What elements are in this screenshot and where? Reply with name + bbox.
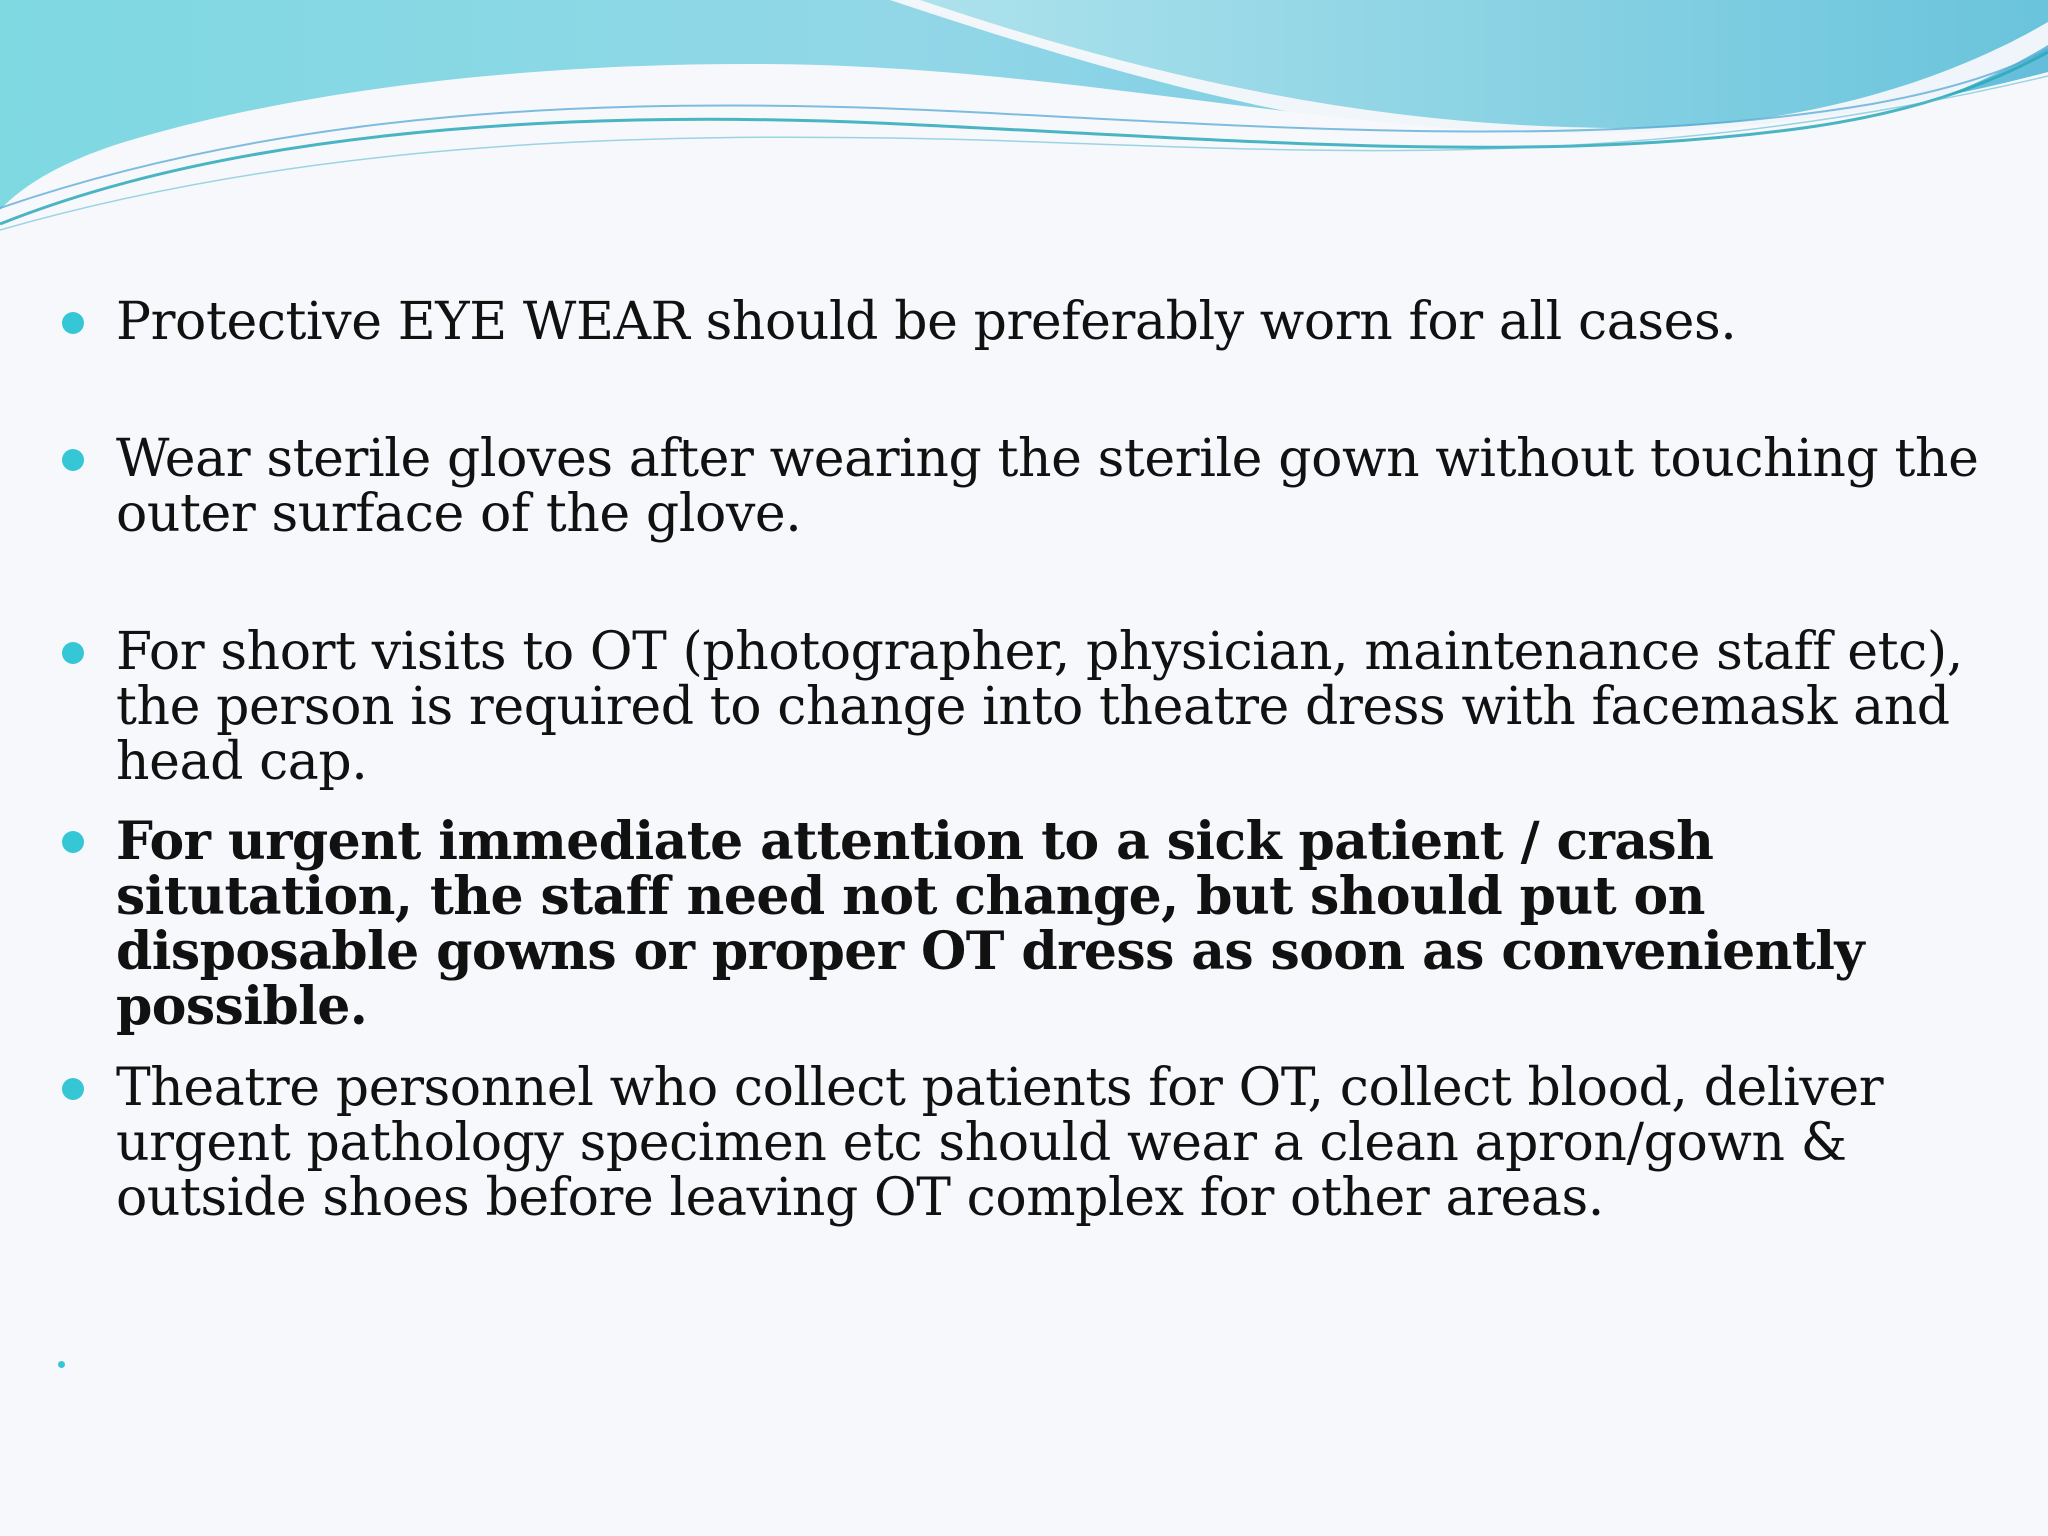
bullet-dot-icon	[62, 312, 84, 334]
bullet-dot-icon	[62, 642, 84, 664]
bullet-text: For urgent immediate attention to a sick patient / crash situtation, the staff need not change, but should put on disposable gowns or proper OT dress as soon as conveniently possible.	[116, 811, 1865, 1037]
empty-bullet-marker-icon	[58, 1361, 65, 1368]
bullet-text: For short visits to OT (photographer, physician, maintenance staff etc), the person is required to change into theatre dress with facemask and head cap.	[116, 622, 1963, 792]
bullet-text: Wear sterile gloves after wearing the sterile gown without touching the outer surface of the glove.	[116, 429, 1979, 544]
bullet-sterile-gloves	[116, 429, 1996, 544]
bullet-dot-icon	[62, 449, 84, 471]
bullet-dot-icon	[62, 1078, 84, 1100]
bullet-urgent-attention	[116, 811, 1996, 1037]
bullet-dot-icon	[62, 831, 84, 853]
bullet-protective-eye-wear	[116, 292, 1996, 352]
bullet-text: Protective EYE WEAR should be preferably worn for all cases.	[116, 292, 1737, 352]
bullet-short-visits	[116, 622, 1996, 792]
bullet-text: Theatre personnel who collect patients for OT, collect blood, deliver urgent pathology specimen etc should wear a clean apron/gown & outside shoes before leaving OT complex for other areas.	[116, 1058, 1884, 1228]
bullet-theatre-personnel	[116, 1058, 1996, 1228]
